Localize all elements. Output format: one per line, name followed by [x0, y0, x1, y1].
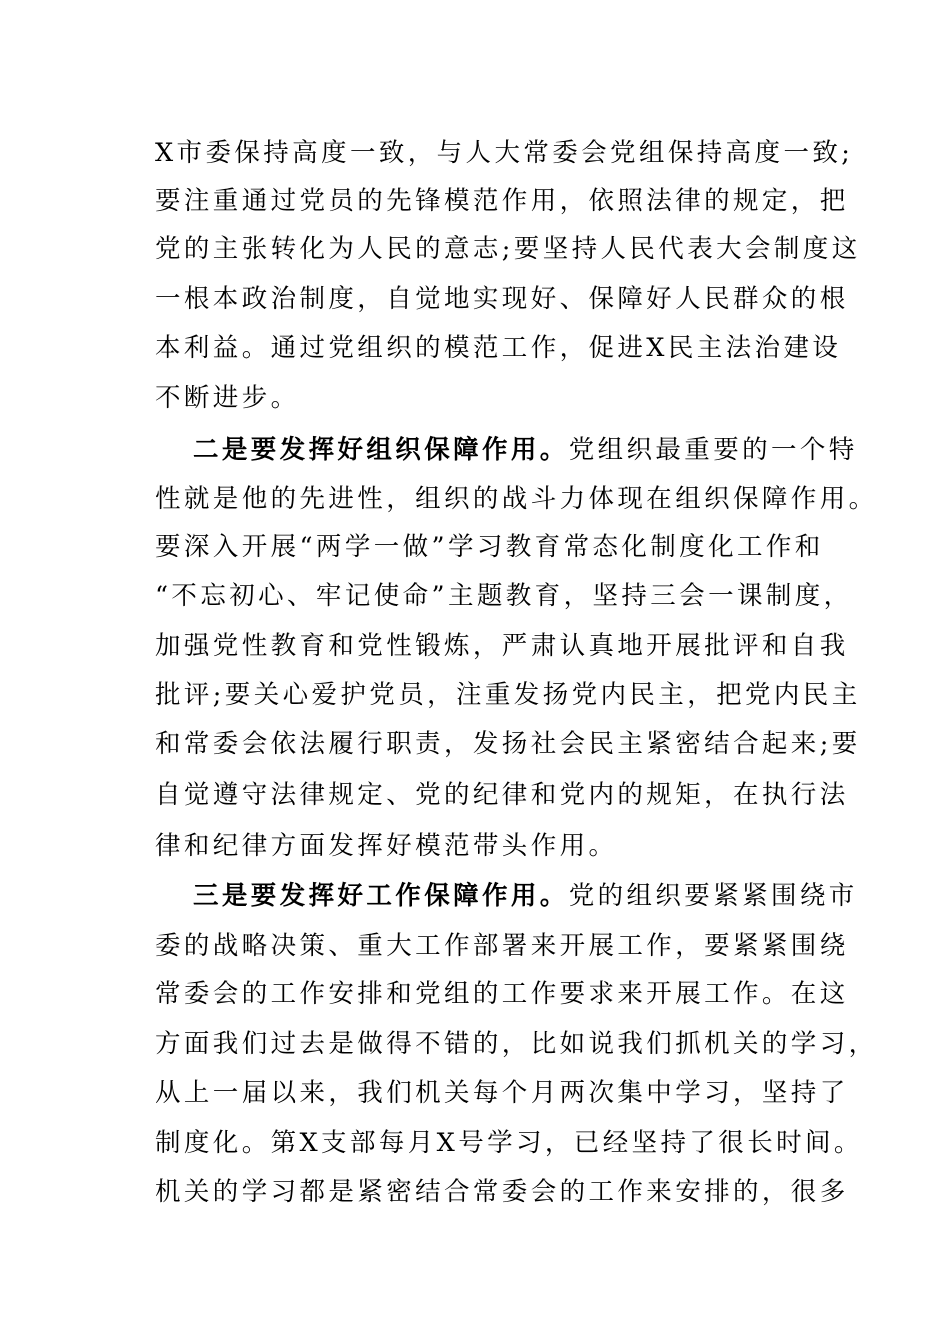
text-line: 党的主张转化为人民的意志;要坚持人民代表大会制度这 — [155, 234, 861, 264]
paragraph-first-line — [193, 430, 858, 470]
paragraph-heading: 三是要发挥好工作保障作用。 — [193, 881, 569, 911]
text-line: 自觉遵守法律规定、党的纪律和党内的规矩，在执行法 — [155, 780, 849, 810]
paragraph-first-line — [193, 876, 858, 916]
text-line: “不忘初心、牢记使命”主题教育，坚持三会一课制度， — [155, 581, 853, 611]
text-span: 党的组织要紧紧围绕市 — [568, 881, 858, 911]
paragraph-heading: 二是要发挥好组织保障作用。 — [193, 435, 569, 465]
text-line: 性就是他的先进性，组织的战斗力体现在组织保障作用。 — [155, 484, 878, 514]
text-span: 党组织最重要的一个特 — [568, 435, 858, 465]
text-line: 加强党性教育和党性锻炼，严肃认真地开展批评和自我 — [155, 631, 849, 661]
text-line: 从上一届以来，我们机关每个月两次集中学习，坚持了 — [155, 1078, 849, 1108]
text-line: 律和纪律方面发挥好模范带头作用。 — [155, 831, 618, 861]
text-line: 不断进步。 — [155, 383, 300, 413]
text-line: 一根本政治制度，自觉地实现好、保障好人民群众的根 — [155, 284, 849, 314]
text-line: 委的战略决策、重大工作部署来开展工作，要紧紧围绕 — [155, 931, 849, 961]
text-line: 要深入开展“两学一做”学习教育常态化制度化工作和 — [155, 532, 824, 562]
text-line: 和常委会依法履行职责，发扬社会民主紧密结合起来;要 — [155, 729, 861, 759]
text-line: 常委会的工作安排和党组的工作要求来开展工作。在这 — [155, 979, 849, 1009]
text-line: 要注重通过党员的先锋模范作用，依照法律的规定，把 — [155, 186, 849, 216]
text-line: 方面我们过去是做得不错的，比如说我们抓机关的学习， — [155, 1029, 878, 1059]
text-line: 本利益。通过党组织的模范工作，促进X民主法治建设 — [155, 333, 842, 363]
text-line: 机关的学习都是紧密结合常委会的工作来安排的，很多 — [155, 1177, 849, 1207]
text-line: X市委保持高度一致，与人大常委会党组保持高度一致; — [155, 138, 854, 168]
text-line: 批评;要关心爱护党员，注重发扬党内民主，把党内民主 — [155, 680, 861, 710]
text-line: 制度化。第X支部每月X号学习，已经坚持了很长时间。 — [155, 1128, 863, 1158]
